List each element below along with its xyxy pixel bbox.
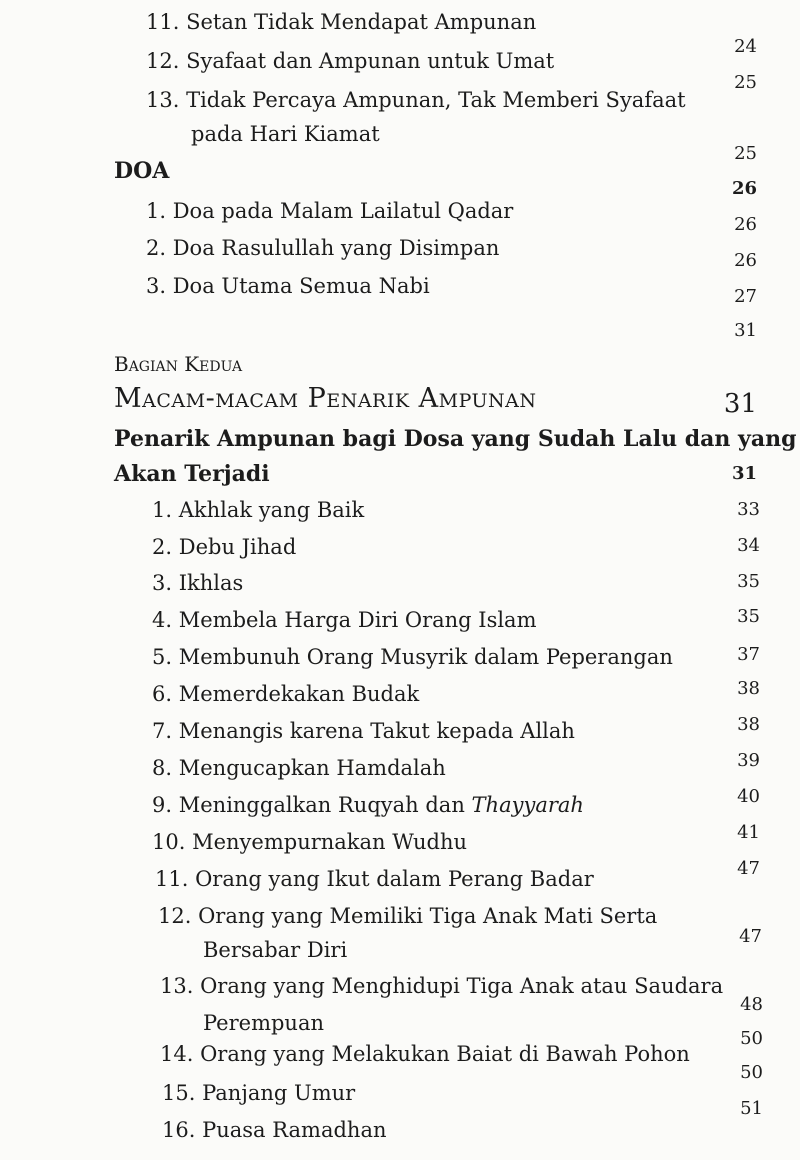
toc-entry-continuation: pada Hari Kiamat	[191, 122, 380, 146]
page-number: 47	[737, 858, 760, 879]
page-number: 35	[737, 571, 760, 592]
page-number: 31	[731, 463, 757, 484]
toc-entry-continuation: Bersabar Diri	[203, 938, 348, 962]
toc-entry: 12. Orang yang Memiliki Tiga Anak Mati Serta	[158, 904, 658, 928]
toc-entry: 11. Setan Tidak Mendapat Ampunan	[146, 10, 537, 34]
subheading: Penarik Ampunan bagi Dosa yang Sudah Lalu dan yang	[114, 426, 797, 452]
toc-entry: 13. Tidak Percaya Ampunan, Tak Memberi Syafaat	[146, 88, 686, 112]
toc-entry: 2. Doa Rasulullah yang Disimpan	[146, 236, 500, 260]
page-number: 24	[734, 36, 757, 57]
toc-entry: 5. Membunuh Orang Musyrik dalam Peperangan	[152, 645, 673, 669]
page-number: 37	[737, 644, 760, 665]
page-number: 35	[737, 606, 760, 627]
page-number: 50	[740, 1028, 763, 1049]
page-number: 25	[734, 143, 757, 164]
page-number: 38	[737, 678, 760, 699]
toc-entry: 10. Menyempurnakan Wudhu	[152, 830, 468, 854]
toc-entry: 4. Membela Harga Diri Orang Islam	[152, 608, 537, 632]
section-heading-doa: DOA	[114, 158, 170, 184]
page-number: 51	[740, 1098, 763, 1119]
page-number: 31	[723, 389, 757, 419]
toc-entry: 13. Orang yang Menghidupi Tiga Anak atau Saudara	[160, 974, 724, 998]
page-number: 48	[740, 994, 763, 1015]
toc-entry: 3. Doa Utama Semua Nabi	[146, 274, 430, 298]
page-number: 40	[737, 786, 760, 807]
toc-entry: 12. Syafaat dan Ampunan untuk Umat	[146, 49, 555, 73]
page-number: 39	[737, 750, 760, 771]
page-number: 26	[734, 250, 757, 271]
toc-entry: 14. Orang yang Melakukan Baiat di Bawah Pohon	[160, 1042, 690, 1066]
page-number: 34	[737, 535, 760, 556]
toc-entry: 3. Ikhlas	[152, 571, 244, 595]
page-number: 50	[740, 1062, 763, 1083]
toc-entry: 11. Orang yang Ikut dalam Perang Badar	[155, 867, 594, 891]
page-number: 38	[737, 714, 760, 735]
page-number: 26	[734, 214, 757, 235]
part-label: Bagian Kedua	[114, 352, 243, 376]
page-number: 33	[737, 499, 760, 520]
toc-entry: 9. Meninggalkan Ruqyah dan Thayyarah	[152, 793, 584, 817]
toc-entry: 15. Panjang Umur	[162, 1081, 356, 1105]
toc-entry: 1. Doa pada Malam Lailatul Qadar	[146, 199, 514, 223]
page-number: 26	[731, 178, 757, 199]
subheading-continuation: Akan Terjadi	[114, 461, 270, 487]
toc-entry: 16. Puasa Ramadhan	[162, 1118, 387, 1142]
toc-entry: 2. Debu Jihad	[152, 535, 297, 559]
toc-entry: 8. Mengucapkan Hamdalah	[152, 756, 446, 780]
toc-entry: 1. Akhlak yang Baik	[152, 498, 365, 522]
page-number: 31	[734, 320, 757, 341]
toc-entry: 6. Memerdekakan Budak	[152, 682, 420, 706]
page-number: 41	[737, 822, 760, 843]
page-number: 47	[739, 926, 762, 947]
part-title: Macam-macam Penarik Ampunan	[114, 383, 537, 414]
toc-entry-continuation: Perempuan	[203, 1011, 325, 1035]
page-number: 25	[734, 72, 757, 93]
page-number: 27	[734, 286, 757, 307]
toc-entry: 7. Menangis karena Takut kepada Allah	[152, 719, 575, 743]
